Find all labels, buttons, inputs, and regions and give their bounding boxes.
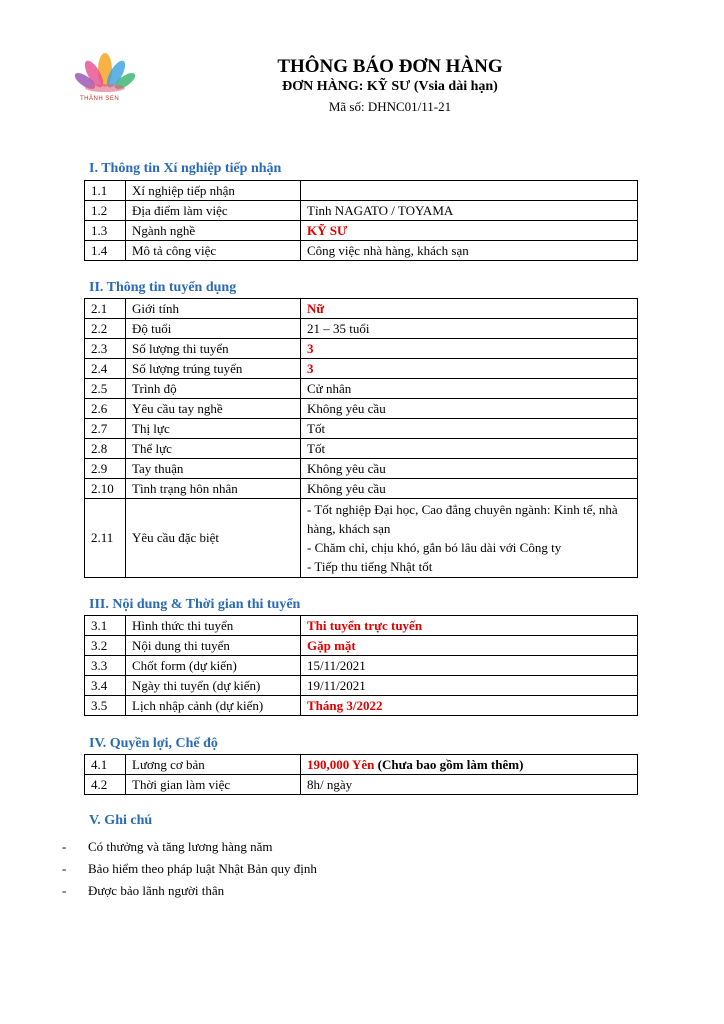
document-title: THÔNG BÁO ĐƠN HÀNG — [277, 56, 503, 77]
notes-list — [62, 836, 317, 902]
row-label: Lương cơ bản — [126, 755, 301, 775]
row-value: Tháng 3/2022 — [301, 696, 638, 716]
row-number: 3.2 — [85, 636, 126, 656]
row-value: Không yêu cầu — [301, 399, 638, 419]
salary-amount: 190,000 Yên — [307, 756, 375, 772]
row-number: 2.1 — [85, 299, 126, 319]
row-number: 2.10 — [85, 479, 126, 499]
row-value: Tốt — [301, 419, 638, 439]
table-row — [85, 221, 638, 241]
note-text: Bảo hiểm theo pháp luật Nhật Bản quy định — [88, 861, 317, 876]
row-number: 3.5 — [85, 696, 126, 716]
row-number: 2.8 — [85, 439, 126, 459]
row-label: Tình trạng hôn nhân — [126, 479, 301, 499]
row-value: 8h/ ngày — [301, 775, 638, 795]
section-3-table — [84, 615, 638, 716]
row-number: 2.6 — [85, 399, 126, 419]
table-row — [85, 696, 638, 716]
row-value — [301, 755, 638, 775]
row-label: Độ tuổi — [126, 319, 301, 339]
section-2-title: II. Thông tin tuyển dụng — [89, 280, 237, 295]
row-label: Số lượng thi tuyển — [126, 339, 301, 359]
row-label: Nội dung thi tuyển — [126, 636, 301, 656]
row-value: Gặp mặt — [301, 636, 638, 656]
note-text: Có thưởng và tăng lương hàng năm — [88, 839, 273, 854]
row-value — [301, 181, 638, 201]
row-number: 2.2 — [85, 319, 126, 339]
table-row — [85, 339, 638, 359]
row-label: Xí nghiệp tiếp nhận — [126, 181, 301, 201]
row-number: 3.1 — [85, 616, 126, 636]
row-label: Trình độ — [126, 379, 301, 399]
row-label: Giới tính — [126, 299, 301, 319]
row-label: Thời gian làm việc — [126, 775, 301, 795]
row-value: 15/11/2021 — [301, 656, 638, 676]
table-row — [85, 181, 638, 201]
list-item: - Có thưởng và tăng lương hàng năm — [62, 839, 273, 854]
table-row — [85, 656, 638, 676]
row-value-multiline — [301, 499, 638, 578]
table-row — [85, 299, 638, 319]
row-label: Ngày thi tuyển (dự kiến) — [126, 676, 301, 696]
table-row — [85, 359, 638, 379]
row-value: 3 — [301, 339, 638, 359]
row-label: Hình thức thi tuyển — [126, 616, 301, 636]
table-row — [85, 636, 638, 656]
table-row — [85, 319, 638, 339]
row-label: Yêu cầu tay nghề — [126, 399, 301, 419]
document-code: Mã số: DHNC01/11-21 — [328, 99, 452, 114]
table-row — [85, 676, 638, 696]
table-row — [85, 399, 638, 419]
row-label: Ngành nghề — [126, 221, 301, 241]
row-value: Tỉnh NAGATO / TOYAMA — [301, 201, 638, 221]
document-subtitle: ĐƠN HÀNG: KỸ SƯ (Vsia dài hạn) — [282, 79, 498, 94]
table-row — [85, 419, 638, 439]
note-text: Được bảo lãnh người thân — [88, 883, 225, 898]
row-value: Không yêu cầu — [301, 479, 638, 499]
row-number: 2.9 — [85, 459, 126, 479]
section-4-table — [84, 754, 638, 795]
row-number: 2.7 — [85, 419, 126, 439]
row-number: 2.5 — [85, 379, 126, 399]
table-row — [85, 241, 638, 261]
row-value: KỸ SƯ — [301, 221, 638, 241]
table-row — [85, 499, 638, 578]
row-number: 1.2 — [85, 201, 126, 221]
row-label: Yêu cầu đặc biệt — [126, 499, 301, 578]
row-label: Số lượng trúng tuyển — [126, 359, 301, 379]
section-4-title: IV. Quyền lợi, Chế độ — [89, 736, 218, 751]
section-1-title: I. Thông tin Xí nghiệp tiếp nhận — [89, 161, 282, 176]
row-value: Thi tuyển trực tuyến — [301, 616, 638, 636]
row-number: 1.4 — [85, 241, 126, 261]
table-row — [85, 755, 638, 775]
row-number: 1.1 — [85, 181, 126, 201]
list-item: - Bảo hiểm theo pháp luật Nhật Bản quy định — [62, 861, 317, 876]
row-label: Tay thuận — [126, 459, 301, 479]
row-number: 4.1 — [85, 755, 126, 775]
row-number: 2.11 — [85, 499, 126, 578]
row-label: Thể lực — [126, 439, 301, 459]
logo-text: THÀNH SEN — [80, 96, 120, 102]
row-value: Không yêu cầu — [301, 459, 638, 479]
row-value: 3 — [301, 359, 638, 379]
row-label: Lịch nhập cảnh (dự kiến) — [126, 696, 301, 716]
table-row — [85, 201, 638, 221]
row-label: Địa điểm làm việc — [126, 201, 301, 221]
row-label: Mô tả công việc — [126, 241, 301, 261]
requirement-line: - Tốt nghiệp Đại học, Cao đẳng chuyên ngành: Kinh tế, nhà hàng, khách sạn — [307, 502, 618, 536]
row-number: 3.3 — [85, 656, 126, 676]
row-value: 19/11/2021 — [301, 676, 638, 696]
row-number: 2.4 — [85, 359, 126, 379]
table-row — [85, 439, 638, 459]
row-number: 2.3 — [85, 339, 126, 359]
salary-note: (Chưa bao gồm làm thêm) — [377, 756, 524, 772]
section-1-table — [84, 180, 638, 261]
requirement-line: - Chăm chỉ, chịu khó, gắn bó lâu dài với Công ty — [307, 540, 562, 555]
row-number: 4.2 — [85, 775, 126, 795]
requirement-line: - Tiếp thu tiếng Nhật tốt — [307, 559, 433, 574]
section-3-title: III. Nội dung & Thời gian thi tuyển — [89, 597, 301, 612]
section-2-table — [84, 298, 638, 578]
table-row — [85, 775, 638, 795]
section-5-title: V. Ghi chú — [89, 813, 153, 828]
row-value: Nữ — [301, 299, 638, 319]
list-item: - Được bảo lãnh người thân — [62, 883, 225, 898]
row-value: 21 – 35 tuổi — [301, 319, 638, 339]
table-row — [85, 616, 638, 636]
table-row — [85, 479, 638, 499]
row-label: Thị lực — [126, 419, 301, 439]
row-value: Công việc nhà hàng, khách sạn — [301, 241, 638, 261]
row-value: Tốt — [301, 439, 638, 459]
row-number: 3.4 — [85, 676, 126, 696]
row-value: Cử nhân — [301, 379, 638, 399]
row-label: Chốt form (dự kiến) — [126, 656, 301, 676]
table-row — [85, 379, 638, 399]
row-number: 1.3 — [85, 221, 126, 241]
table-row — [85, 459, 638, 479]
